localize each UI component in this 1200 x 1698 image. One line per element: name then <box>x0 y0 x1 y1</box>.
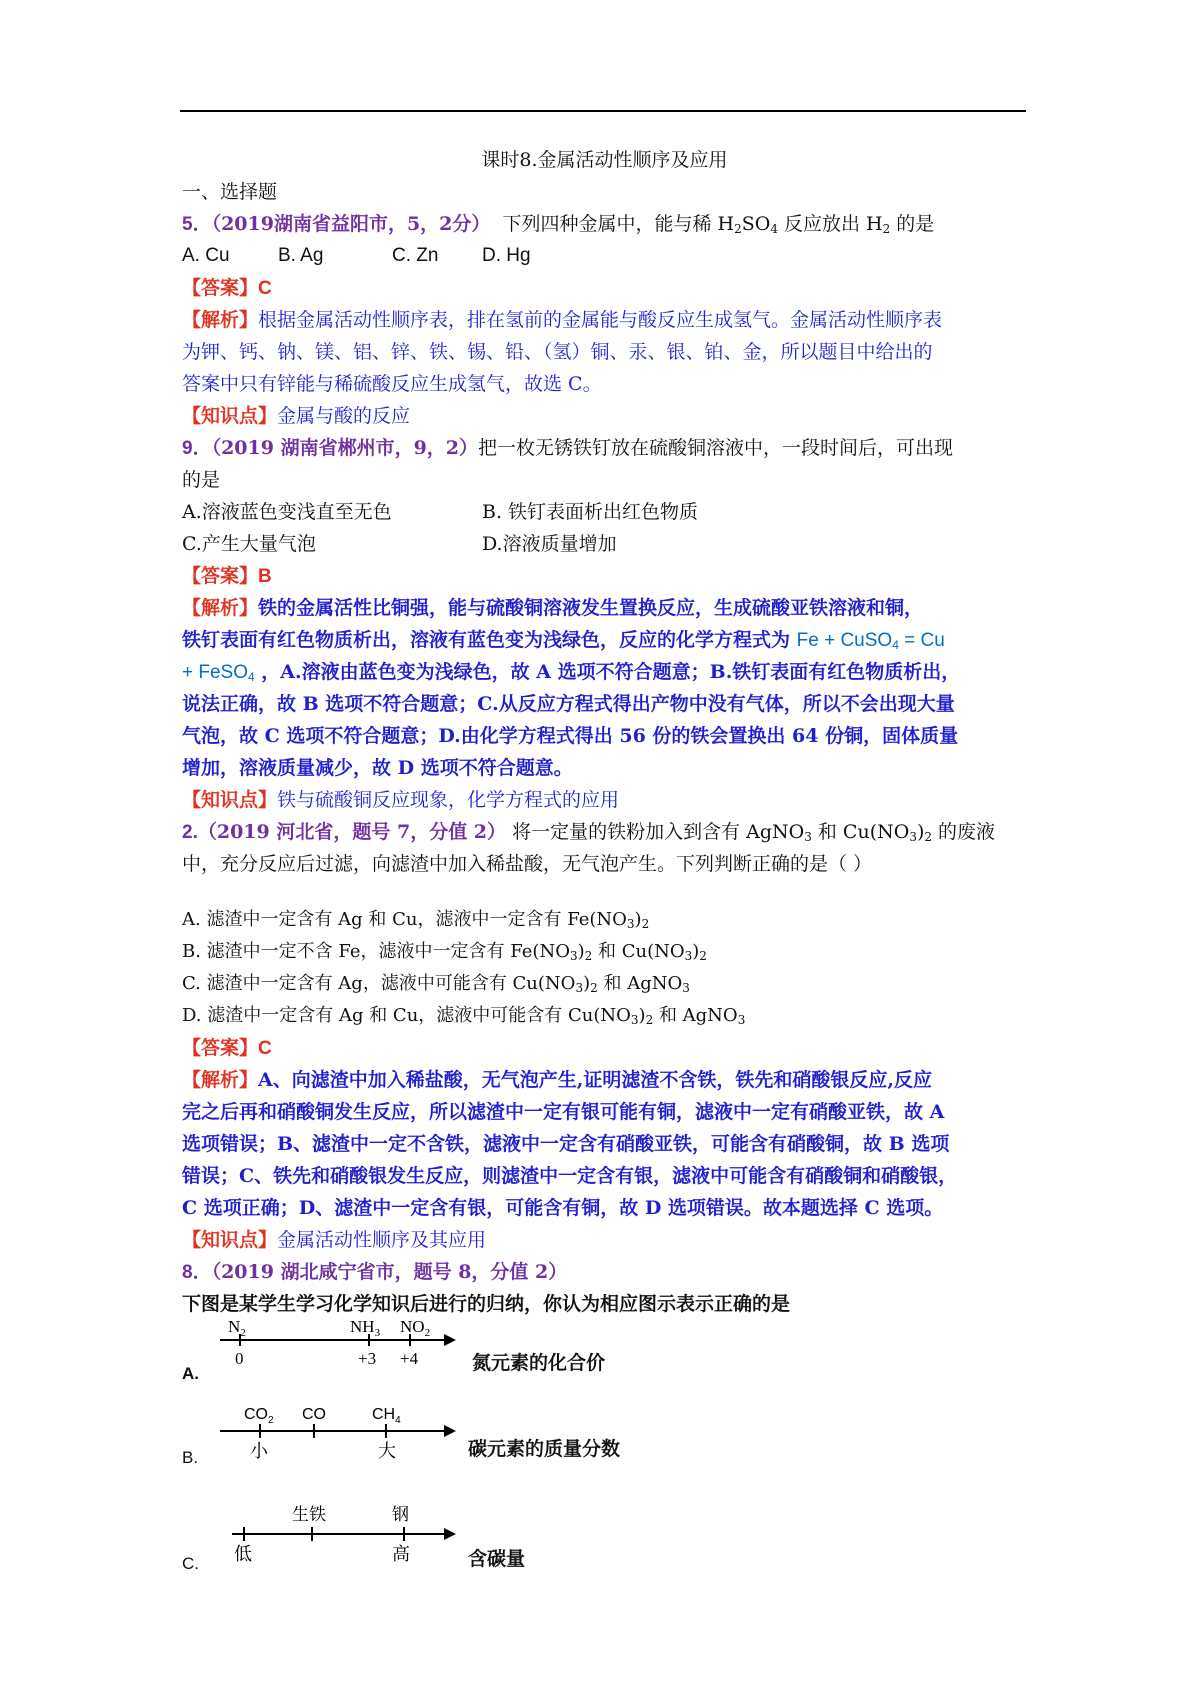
question-5-knowledge-point: 【知识点】金属与酸的反应 <box>182 405 411 427</box>
question-9-answer: 【答案】B <box>182 565 272 587</box>
option-a: A. 滤渣中一定含有 Ag 和 Cu，滤液中一定含有 $Fe(NO_3)_2$ <box>182 909 650 931</box>
diagram-c-label: C. <box>182 1554 199 1573</box>
question-number: 5． <box>182 214 212 235</box>
label-high: 高 <box>392 1544 410 1565</box>
question-2-knowledge-point: 【知识点】金属活动性顺序及其应用 <box>182 1229 487 1251</box>
question-5-stem: 5．（2019湖南省益阳市，5，2分） 下列四种金属中，能与稀 $H_2SO_4$ 反应放出 $H_2$ 的是 <box>182 213 935 236</box>
question-8-stem: 8．（2019 湖北咸宁省市，题号 8，分值 2） <box>182 1261 568 1283</box>
species-co: CO <box>302 1406 326 1423</box>
diagram-a-caption: 氮元素的化合价 <box>472 1352 606 1374</box>
answer-value: C <box>258 278 272 299</box>
species-co2: $CO_2$ <box>244 1406 274 1426</box>
chemical-equation: Fe + CuSO$_4$ = Cu <box>796 630 945 652</box>
option-d: D.溶液质量增加 <box>482 533 617 555</box>
question-9-options-cd <box>182 528 1027 560</box>
question-5-answer: 【答案】C <box>182 277 272 299</box>
header-rule <box>180 110 1026 112</box>
document-body: 课时8.金属活动性顺序及应用 一、选择题 5．（2019湖南省益阳市，5，2分） 下列四种金属中，能与稀 $H_2SO_4$ 反应放出 $H_2$ 的是 A. Cu B. Ag C. Zn D. Hg 【答案】C 【解析】根据金属活动性顺序表，排在氢前的金属能与酸反应生成氢气。金属活动性顺序表 为钾、钙、钠、镁、铝、锌、铁、锡、铅、（氢）铜、汞、银、铂、金，所以题目中给出的 答案中只有锌能与稀硫酸反应生成氢气，故选 C。 【知识点】金属与酸的反应 9．（2019 湖南省郴州市，9，2）把一枚无锈铁钉放在硫酸铜溶液中，一段时间后，可出现 的是 A.溶液蓝色变浅直至无色 B. 铁钉表面析出红色物质 C.产生大量气泡 D.溶液质量增加 【答案】B 【解析】铁的金属活性比铜强，能与硫酸铜溶液发生置换反应，生成硫酸亚铁溶液和铜， 铁钉表面有红色物质析出，溶液有蓝色变为浅绿色，反应的化学方程式为 Fe + CuSO$_4$ = Cu + FeSO$_4$ ，A.溶液由蓝色变为浅绿色，故 A 选项不符合题意；B.铁钉表面有红色物质析出， 说法正确，故 B 选项不符合题意；C.从反应方程式得出产物中没有气体，所以不会出现大量 气泡，故 C 选项不符合题意；D.由化学方程式得出 56 份的铁会置换出 64 份铜，固体质量 增加，溶液质量减少，故 D 选项不符合题意。 【知识点】铁与硫酸铜反应现象，化学方程式的应用 2.（2019 河北省，题号 7，分值 2） 将一定量的铁粉加入到含有 AgNO$_3$ 和 $Cu(NO_3)_2$ 的废液 中，充分反应后过滤，向滤渣中加入稀盐酸，无气泡产生。下列判断正确的是（ ） A. 滤渣中一定含有 Ag 和 Cu，滤液中一定含有 $Fe(NO_3)_2$ B. 滤渣中一定不含 Fe，滤液中一定含有 $Fe(NO_3)_2$ 和 $Cu(NO_3)_2$ C. 滤渣中一定含有 Ag，滤液中可能含有 $Cu(NO_3)_2$ 和 AgNO$_3$ D. 滤渣中一定含有 Ag 和 Cu，滤液中可能含有 $Cu(NO_3)_2$ 和 AgNO$_3$ 【答案】C 【解析】A、向滤渣中加入稀盐酸，无气泡产生,证明滤渣不含铁，铁先和硝酸银反应,反应 完之后再和硝酸铜发生反应，所以滤渣中一定有银可能有铜，滤液中一定有硝酸亚铁，故 A 选项错误；B、滤渣中一定不含铁，滤液中一定含有硝酸亚铁，可能含有硝酸铜，故 B 选项 错误；C、铁先和硝酸银发生反应，则滤渣中一定含有银，滤液中可能含有硝酸铜和硝酸银， C 选项正确；D、滤渣中一定含有银，可能含有铜，故 D 选项错误。故本题选择 C 选项。 【知识点】金属活动性顺序及其应用 8．（2019 湖北咸宁省市，题号 8，分值 2） 下图是某学生学习化学知识后进行的归纳，你认为相应图示表示正确的是 A. $N_2$ $NH_3$ $NO_2$ 0 +3 +4 氮元素的化合价 B. $CO_2$ CO $CH_4$ 小 大 碳元素的质量分数 C. 生铁 钢 低 高 含碳量 <box>182 144 1027 1588</box>
page-title: 课时8.金属活动性顺序及应用 <box>481 149 728 171</box>
question-5-options <box>182 240 1027 272</box>
label-big: 大 <box>378 1441 396 1462</box>
number-line-c <box>182 1488 602 1588</box>
diagram-a-label: A. <box>182 1364 199 1383</box>
diagram-b-caption: 碳元素的质量分数 <box>468 1438 621 1460</box>
axis-arrow-icon <box>444 1425 456 1437</box>
species-ch4: $CH_4$ <box>372 1406 401 1426</box>
question-2-analysis: 【解析】A、向滤渣中加入稀盐酸，无气泡产生,证明滤渣不含铁，铁先和硝酸银反应,反应 <box>182 1069 932 1091</box>
option-b: B. Ag <box>278 245 324 266</box>
diagram-b-label: B. <box>182 1448 199 1467</box>
question-9-options-ab <box>182 496 1027 528</box>
option-d: D. 滤渣中一定含有 Ag 和 Cu，滤液中可能含有 $Cu(NO_3)_2$ 和 AgNO$_3$ <box>182 1005 746 1027</box>
option-c: C.产生大量气泡 <box>182 533 316 555</box>
label-small: 小 <box>250 1441 268 1462</box>
section-heading: 一、选择题 <box>182 181 278 203</box>
option-c: C. 滤渣中一定含有 Ag，滤液中可能含有 $Cu(NO_3)_2$ 和 AgNO$_3$ <box>182 973 690 995</box>
species-no2: $NO_2$ <box>400 1317 431 1339</box>
diagram-c-carbon-content <box>182 1488 1027 1588</box>
species-n2: $N_2$ <box>228 1317 246 1339</box>
label-steel: 钢 <box>392 1505 409 1525</box>
species-nh3: $NH_3$ <box>350 1317 381 1339</box>
diagram-b-carbon-mass-fraction <box>182 1404 1027 1488</box>
option-a: A.溶液蓝色变浅直至无色 <box>182 501 392 523</box>
diagram-a-nitrogen-valence <box>182 1317 1027 1404</box>
diagram-c-caption: 含碳量 <box>468 1548 526 1570</box>
value-0: 0 <box>235 1349 244 1368</box>
option-c: C. Zn <box>392 245 439 266</box>
question-9-knowledge-point: 【知识点】铁与硫酸铜反应现象，化学方程式的应用 <box>182 789 620 811</box>
question-5-analysis: 【解析】根据金属活动性顺序表，排在氢前的金属能与酸反应生成氢气。金属活动性顺序表 <box>182 309 943 331</box>
question-2-answer: 【答案】C <box>182 1037 272 1059</box>
option-d: D. Hg <box>482 245 531 266</box>
question-9-stem: 9．（2019 湖南省郴州市，9，2）把一枚无锈铁钉放在硫酸铜溶液中，一段时间后，可出现 <box>182 437 954 459</box>
question-source: （2019湖南省益阳市，5，2分） <box>211 213 491 235</box>
option-b: B. 铁钉表面析出红色物质 <box>482 501 699 523</box>
question-9-analysis: 【解析】铁的金属活性比铜强，能与硫酸铜溶液发生置换反应，生成硫酸亚铁溶液和铜， <box>182 597 924 619</box>
label-low: 低 <box>234 1544 252 1565</box>
axis-arrow-icon <box>444 1528 456 1540</box>
label-pig-iron: 生铁 <box>292 1505 326 1525</box>
axis-arrow-icon <box>444 1334 456 1346</box>
option-b: B. 滤渣中一定不含 Fe，滤液中一定含有 $Fe(NO_3)_2$ 和 $Cu(NO_3)_2$ <box>182 941 707 963</box>
option-a: A. Cu <box>182 245 230 266</box>
value-plus3: +3 <box>358 1349 377 1368</box>
value-plus4: +4 <box>400 1349 419 1368</box>
question-2-stem: 2.（2019 河北省，题号 7，分值 2） 将一定量的铁粉加入到含有 AgNO$_3$ 和 $Cu(NO_3)_2$ 的废液 <box>182 821 996 844</box>
